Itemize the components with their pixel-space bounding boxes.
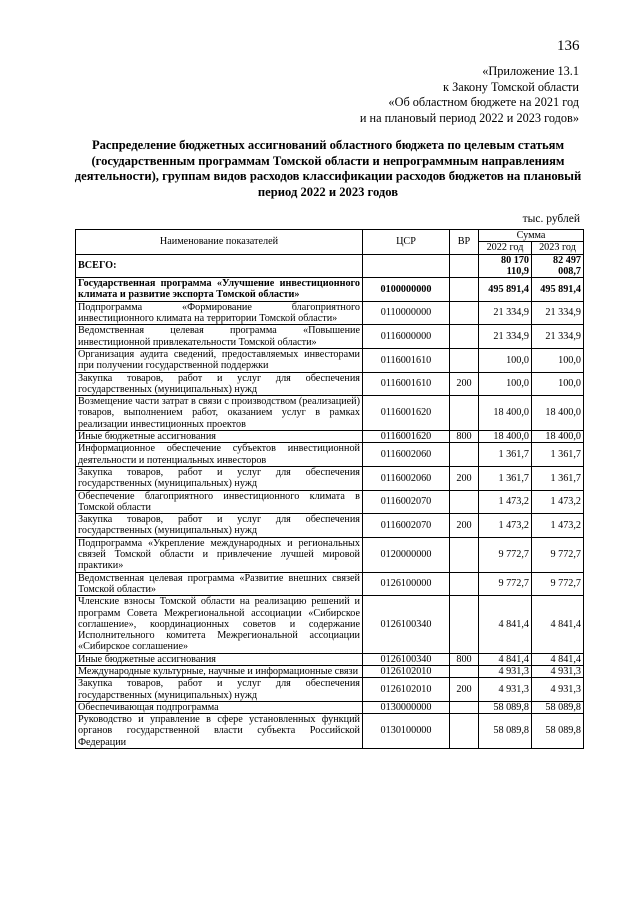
- row-name-cell: Членские взносы Томской области на реализацию решений и программ Совета Межрегиональной ассоциации «Сибирское соглашение», координационных советов и содержание Исполнительного комитета Межрегиональной ассоциации «Сибирское соглашение»: [76, 596, 363, 653]
- row-csr-cell: 0130100000: [363, 714, 450, 749]
- table-row: [76, 254, 584, 278]
- table-row: [76, 325, 584, 349]
- header-2023: 2023 год: [532, 242, 584, 254]
- row-vr-cell: [450, 278, 479, 302]
- units-label: тыс. рублей: [522, 213, 580, 225]
- table-row: [76, 596, 584, 653]
- row-2022-cell: 18 400,0: [479, 396, 532, 431]
- row-vr-cell: [450, 714, 479, 749]
- row-name-cell: Информационное обеспечение субъектов инвестиционной деятельности и потенциальных инвесторов: [76, 443, 363, 467]
- table-row: [76, 537, 584, 572]
- row-name-cell: Закупка товаров, работ и услуг для обеспечения государственных (муниципальных) нужд: [76, 466, 363, 490]
- row-csr-cell: 0116001620: [363, 431, 450, 443]
- document-title: Распределение бюджетных ассигнований областного бюджета по целевым статьям (государственным программам Томской области и непрограммным направлениям деятельности), группам видов расходов классификации расходов бюджетов на плановый период 2022 и 2023 годов: [74, 138, 582, 199]
- row-2023-cell: 4 841,4: [532, 653, 584, 665]
- table-row: [76, 490, 584, 514]
- page-number: 136: [557, 38, 580, 54]
- row-vr-cell: 200: [450, 466, 479, 490]
- row-vr-cell: [450, 254, 479, 278]
- table-row: [76, 514, 584, 538]
- row-csr-cell: 0120000000: [363, 537, 450, 572]
- row-2023-cell: 18 400,0: [532, 396, 584, 431]
- row-2023-cell: 100,0: [532, 348, 584, 372]
- row-2022-cell: 21 334,9: [479, 301, 532, 325]
- row-vr-cell: [450, 443, 479, 467]
- row-2022-cell: 4 841,4: [479, 596, 532, 653]
- row-2023-cell: 21 334,9: [532, 325, 584, 349]
- row-name-cell: Ведомственная целевая программа «Повышение инвестиционной привлекательности Томской области»: [76, 325, 363, 349]
- row-name-cell: Подпрограмма «Формирование благоприятного инвестиционного климата на территории Томской области»: [76, 301, 363, 325]
- row-2022-cell: 9 772,7: [479, 572, 532, 596]
- row-vr-cell: 800: [450, 653, 479, 665]
- table-row: [76, 701, 584, 713]
- row-2023-cell: 18 400,0: [532, 431, 584, 443]
- header-sum: Сумма: [479, 230, 584, 242]
- row-2023-cell: 4 931,3: [532, 678, 584, 702]
- row-2022-cell: 100,0: [479, 348, 532, 372]
- row-csr-cell: 0116001610: [363, 348, 450, 372]
- row-2023-cell: 9 772,7: [532, 572, 584, 596]
- row-vr-cell: 200: [450, 372, 479, 396]
- row-2022-cell: 4 931,3: [479, 665, 532, 677]
- row-csr-cell: 0126100000: [363, 572, 450, 596]
- row-name-cell: Возмещение части затрат в связи с производством (реализацией) товаров, выполнением работ, оказанием услуг в рамках реализации инвестиционных проектов: [76, 396, 363, 431]
- row-2022-cell: 1 473,2: [479, 490, 532, 514]
- annex-line-1: «Приложение 13.1: [482, 64, 579, 78]
- row-2022-cell: 1 361,7: [479, 443, 532, 467]
- row-2023-cell: 21 334,9: [532, 301, 584, 325]
- annex-header: [360, 64, 579, 126]
- row-name-cell: Иные бюджетные ассигнования: [76, 653, 363, 665]
- row-vr-cell: [450, 301, 479, 325]
- row-csr-cell: 0126102010: [363, 678, 450, 702]
- row-2022-cell: 100,0: [479, 372, 532, 396]
- annex-line-3: «Об областном бюджете на 2021 год: [388, 95, 579, 109]
- row-name-cell: Международные культурные, научные и информационные связи: [76, 665, 363, 677]
- row-name-cell: Обеспечение благоприятного инвестиционного климата в Томской области: [76, 490, 363, 514]
- row-2023-cell: 58 089,8: [532, 701, 584, 713]
- row-2023-cell: 4 931,3: [532, 665, 584, 677]
- table-header: [76, 230, 584, 255]
- row-2022-cell: 495 891,4: [479, 278, 532, 302]
- row-name-cell: Организация аудита сведений, предоставляемых инвесторами при получении государственной поддержки: [76, 348, 363, 372]
- row-csr-cell: 0130000000: [363, 701, 450, 713]
- row-2022-cell: 58 089,8: [479, 701, 532, 713]
- row-vr-cell: [450, 701, 479, 713]
- annex-line-4: и на плановый период 2022 и 2023 годов»: [359, 110, 579, 125]
- row-csr-cell: 0126100340: [363, 596, 450, 653]
- table-row: [76, 665, 584, 677]
- table-row: [76, 372, 584, 396]
- row-2022-cell: 21 334,9: [479, 325, 532, 349]
- row-vr-cell: [450, 537, 479, 572]
- row-2023-cell: 4 841,4: [532, 596, 584, 653]
- header-csr: ЦСР: [363, 230, 450, 255]
- row-csr-cell: 0116002060: [363, 466, 450, 490]
- row-2022-cell: 1 473,2: [479, 514, 532, 538]
- row-2022-cell: 4 931,3: [479, 678, 532, 702]
- row-name-cell: Закупка товаров, работ и услуг для обеспечения государственных (муниципальных) нужд: [76, 678, 363, 702]
- table-row: [76, 443, 584, 467]
- row-csr-cell: 0116001610: [363, 372, 450, 396]
- row-2023-cell: 495 891,4: [532, 278, 584, 302]
- table-row: [76, 278, 584, 302]
- table-row: [76, 396, 584, 431]
- row-vr-cell: [450, 396, 479, 431]
- row-2023-cell: 9 772,7: [532, 537, 584, 572]
- table-row: [76, 653, 584, 665]
- row-name-cell: Подпрограмма «Укрепление международных и региональных связей Томской области и привлечение лучшей мировой практики»: [76, 537, 363, 572]
- row-2023-cell: 1 473,2: [532, 514, 584, 538]
- budget-table: [75, 229, 584, 749]
- row-2023-cell: 82 497 008,7: [532, 254, 584, 278]
- row-vr-cell: [450, 490, 479, 514]
- table-row: [76, 348, 584, 372]
- row-csr-cell: 0116002060: [363, 443, 450, 467]
- row-vr-cell: [450, 325, 479, 349]
- row-vr-cell: [450, 665, 479, 677]
- row-2023-cell: 1 361,7: [532, 466, 584, 490]
- row-csr-cell: [363, 254, 450, 278]
- table-row: [76, 678, 584, 702]
- row-csr-cell: 0116002070: [363, 514, 450, 538]
- row-name-cell: Руководство и управление в сфере установленных функций органов государственной власти субъекта Российской Федерации: [76, 714, 363, 749]
- row-csr-cell: 0116001620: [363, 396, 450, 431]
- table-row: [76, 572, 584, 596]
- table-row: [76, 431, 584, 443]
- row-csr-cell: 0116002070: [363, 490, 450, 514]
- row-name-cell: Обеспечивающая подпрограмма: [76, 701, 363, 713]
- row-vr-cell: 200: [450, 514, 479, 538]
- row-2022-cell: 1 361,7: [479, 466, 532, 490]
- row-vr-cell: 800: [450, 431, 479, 443]
- row-vr-cell: [450, 596, 479, 653]
- table-row: [76, 301, 584, 325]
- row-name-cell: Ведомственная целевая программа «Развитие внешних связей Томской области»: [76, 572, 363, 596]
- row-2023-cell: 1 361,7: [532, 443, 584, 467]
- row-vr-cell: [450, 572, 479, 596]
- row-vr-cell: [450, 348, 479, 372]
- row-vr-cell: 200: [450, 678, 479, 702]
- row-2022-cell: 58 089,8: [479, 714, 532, 749]
- row-name-cell: Закупка товаров, работ и услуг для обеспечения государственных (муниципальных) нужд: [76, 514, 363, 538]
- row-name-cell: Государственная программа «Улучшение инвестиционного климата и развитие экспорта Томской области»: [76, 278, 363, 302]
- row-csr-cell: 0116000000: [363, 325, 450, 349]
- row-2022-cell: 4 841,4: [479, 653, 532, 665]
- row-2022-cell: 80 170 110,9: [479, 254, 532, 278]
- header-name: Наименование показателей: [76, 230, 363, 255]
- row-name-cell: Иные бюджетные ассигнования: [76, 431, 363, 443]
- header-vr: ВР: [450, 230, 479, 255]
- row-csr-cell: 0100000000: [363, 278, 450, 302]
- row-2023-cell: 58 089,8: [532, 714, 584, 749]
- row-name-cell: ВСЕГО:: [76, 254, 363, 278]
- row-name-cell: Закупка товаров, работ и услуг для обеспечения государственных (муниципальных) нужд: [76, 372, 363, 396]
- header-2022: 2022 год: [479, 242, 532, 254]
- row-2023-cell: 1 473,2: [532, 490, 584, 514]
- row-csr-cell: 0110000000: [363, 301, 450, 325]
- annex-line-2: к Закону Томской области: [443, 79, 579, 94]
- row-2022-cell: 9 772,7: [479, 537, 532, 572]
- table-row: [76, 466, 584, 490]
- table-row: [76, 714, 584, 749]
- table-body: [76, 254, 584, 748]
- row-csr-cell: 0126102010: [363, 665, 450, 677]
- row-2022-cell: 18 400,0: [479, 431, 532, 443]
- row-2023-cell: 100,0: [532, 372, 584, 396]
- row-csr-cell: 0126100340: [363, 653, 450, 665]
